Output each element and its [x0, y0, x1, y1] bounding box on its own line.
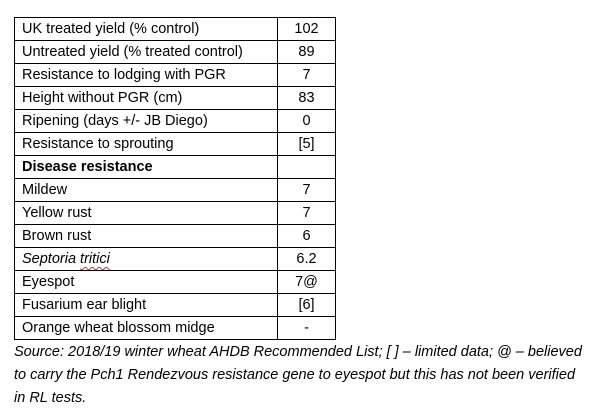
row-label: Brown rust [15, 225, 278, 248]
table-row [15, 41, 336, 64]
row-label [15, 248, 278, 271]
row-label: Yellow rust [15, 202, 278, 225]
row-label-species: tritici [80, 251, 110, 267]
row-label-genus: Septoria [22, 251, 77, 267]
table-row [15, 317, 336, 340]
row-value: 83 [278, 87, 336, 110]
row-label: Fusarium ear blight [15, 294, 278, 317]
row-value: 6 [278, 225, 336, 248]
row-value: 6.2 [278, 248, 336, 271]
row-value: 102 [278, 18, 336, 41]
row-value: 0 [278, 110, 336, 133]
row-value: 7 [278, 202, 336, 225]
table-row [15, 87, 336, 110]
row-value: - [278, 317, 336, 340]
row-value: 7 [278, 179, 336, 202]
table-row [15, 110, 336, 133]
row-label: Resistance to sprouting [15, 133, 278, 156]
table-row [15, 248, 336, 271]
row-label: Untreated yield (% treated control) [15, 41, 278, 64]
row-value: 7@ [278, 271, 336, 294]
row-value: 7 [278, 64, 336, 87]
recommended-list-table [14, 17, 336, 340]
row-value: [6] [278, 294, 336, 317]
row-label: Eyespot [15, 271, 278, 294]
table-row [15, 225, 336, 248]
row-label: Resistance to lodging with PGR [15, 64, 278, 87]
table-row [15, 294, 336, 317]
section-header-row [15, 156, 336, 179]
row-label: Height without PGR (cm) [15, 87, 278, 110]
row-label: UK treated yield (% control) [15, 18, 278, 41]
table-row [15, 179, 336, 202]
table-row [15, 271, 336, 294]
row-label: Orange wheat blossom midge [15, 317, 278, 340]
row-value: 89 [278, 41, 336, 64]
row-label: Mildew [15, 179, 278, 202]
table-row [15, 64, 336, 87]
source-footnote: Source: 2018/19 winter wheat AHDB Recommended List; [ ] – limited data; @ – believed to carry the Pch1 Rendezvous resistance gene to eyespot but this has not been verified in RL tests. [14, 344, 582, 406]
section-header-label: Disease resistance [15, 156, 278, 179]
row-value: [5] [278, 133, 336, 156]
row-value [278, 156, 336, 179]
table-row [15, 133, 336, 156]
row-label: Ripening (days +/- JB Diego) [15, 110, 278, 133]
table-row [15, 202, 336, 225]
table-row [15, 18, 336, 41]
